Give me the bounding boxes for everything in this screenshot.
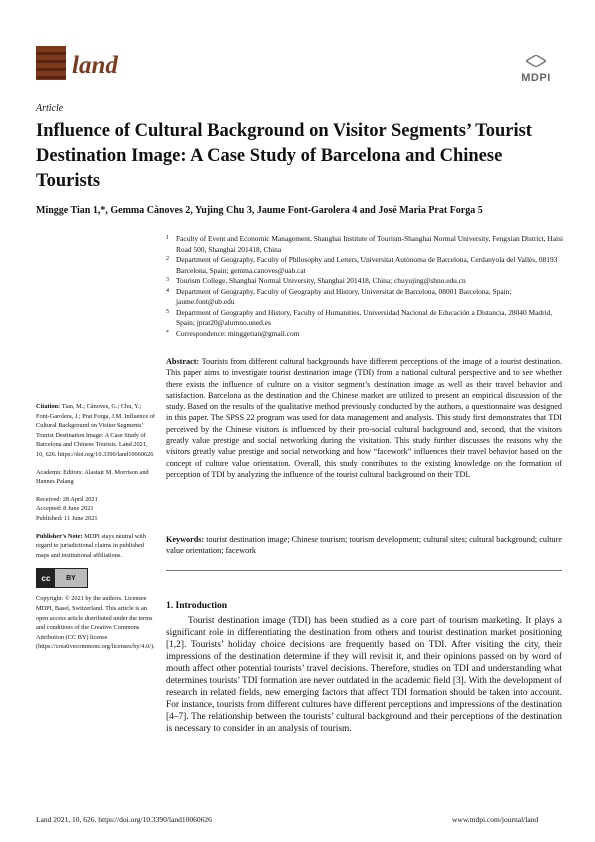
affiliation-number: *	[166, 329, 169, 336]
correspondence-text: Correspondence: minggetian@gmail.com	[176, 328, 300, 338]
affiliation-text: Faculty of Event and Economic Management, Shanghai Institute of Tourism-Shanghai Normal University, Fengxian District, Haisi Road 500, Shanghai 201418, China	[176, 234, 564, 254]
cc-by-license-icon[interactable]	[36, 568, 88, 588]
keywords-label: Keywords:	[166, 535, 205, 544]
dates	[36, 495, 156, 524]
copyright: Copyright: © 2021 by the authors. Licensee MDPI, Basel, Switzerland. This article is an open access article distributed under the terms and conditions of the Creative Commons Attribution (CC BY) license (https://creativecommons.org/licenses/by/4.0/).	[36, 595, 155, 651]
article-type: Article	[36, 103, 64, 114]
publisher-note-text: MDPI stays neutral with regard to jurisdictional claims in published maps and institutional affiliations.	[36, 532, 146, 559]
abstract-text: Tourists from different cultural backgrounds have different perceptions of the image of a tourist destination. This paper aims to investigate tourist destination image (TDI) from a national cultural perspective and to see whether there exists the influence of culture on a visitor segment’s destination image as well as their travel behavior and satisfaction. Barcelona as the destination and the Chinese market are utilized to present an empirical discussion of the study. Based on the results of the qualitative method previously conducted by the authors, a questionnaire was designed in this paper. The SPSS 22 program was used for data management and analysis. This study first demonstrates that TDI perceived by the Chinese visitors is influenced by their pro-social cultural background and, second, that the visitors greatly value prestige and social networking during the visitation. This study further discusses the reasons why the visitors greatly value prestige and social networking and how “facework” influences their travel behavior based on the concept of culture value orientation. Overall, this study contributes to the existing knowledge on the formation of perception of TDI by analyzing the influence of the tourist cultural background on their TDI.	[166, 357, 562, 479]
abstract-label: Abstract:	[166, 357, 200, 366]
sidebar	[36, 402, 156, 660]
affiliation-list	[166, 234, 566, 339]
published-date: Published: 11 June 2021	[36, 514, 98, 522]
journal-logo-icon	[36, 46, 66, 80]
affiliation-text: Tourism College, Shanghai Normal University, Shanghai 201418, China; chuyujing@shnu.edu.cn	[176, 276, 466, 285]
publisher-name: MDPI	[521, 72, 551, 84]
abstract	[166, 356, 562, 480]
affiliation-number: 3	[166, 277, 169, 283]
publisher-note-label: Publisher’s Note:	[36, 532, 83, 540]
accepted-date: Accepted: 8 June 2021	[36, 505, 94, 513]
affiliation-number: 1	[166, 235, 169, 241]
section-heading: 1. Introduction	[166, 601, 228, 611]
affiliation-number: 2	[166, 256, 169, 262]
by-icon: BY	[55, 569, 87, 587]
affiliation-text: Department of Geography and History, Faculty of Humanities, Universidad Nacional de Educación a Distancia, 28040 Madrid, Spain; jprat20@alumno.uned.es	[176, 307, 553, 327]
section-divider	[166, 570, 562, 571]
affiliation-item	[166, 234, 566, 255]
footer-citation[interactable]: Land 2021, 10, 626. https://doi.org/10.3390/land10060626	[36, 815, 212, 824]
correspondence	[166, 329, 566, 340]
citation	[36, 402, 156, 460]
citation-text: Tian, M.; Cànoves, G.; Chu, Y.; Font-Garolera, J.; Prat Forga, J.M. Influence of Cultural Background on Visitor Segments’ Tourist Destination Image: A Case Study of Barcelona and Chinese Tourists. Land 2021, 10, 626. https://doi.org/10.3390/land10060626	[36, 403, 155, 458]
affiliation-item	[166, 276, 566, 287]
footer-journal-url[interactable]: www.mdpi.com/journal/land	[452, 815, 539, 824]
received-date: Received: 28 April 2021	[36, 495, 98, 503]
keywords-text: tourist destination image; Chinese tourism; tourism development; cultural sites; cultural background; culture value orientation; facework	[166, 535, 562, 556]
affiliation-text: Department of Geography, Faculty of Geography and History, Universitat de Barcelona, 08001 Barcelona, Spain; jaume.font@ub.edu	[176, 286, 512, 306]
affiliation-item	[166, 308, 566, 329]
affiliation-item	[166, 255, 566, 276]
citation-label: Citation:	[36, 403, 61, 410]
academic-editors: Academic Editors: Alastair M. Morrison and Hannes Palang	[36, 468, 149, 486]
cc-icon: cc	[37, 569, 55, 587]
paper-title: Influence of Cultural Background on Visitor Segments’ Tourist Destination Image: A Case Study of Barcelona and Chinese Tourists	[36, 121, 532, 191]
keywords	[166, 534, 562, 557]
affiliation-number: 4	[166, 287, 169, 294]
publisher-note	[36, 532, 156, 561]
affiliation-number: 5	[166, 308, 169, 315]
affiliation-item	[166, 287, 566, 308]
affiliation-text: Department of Geography, Faculty of Philosophy and Letters, Universitat Autònoma de Barcelona, Cerdanyola del Vallès, 08193 Barcelona, Spain; gemma.canoves@uab.cat	[176, 255, 558, 275]
introduction-text: Tourist destination image (TDI) has been studied as a core part of tourism marketing. It plays a significant role in differentiating the destination from others and tourist destination market positioning [1,2]. Tourists’ holiday choice decisions are frequently based on TDI. After visiting the city, their impressions of the destination determine if they will revisit it, and their opinions passed on by word of mouth affect other potential tourists’ travel decisions. Therefore, studies on TDI and understanding what determines tourists’ TDI formation are never outdated in the academic field [3]. With the development of research in related fields, new emerging factors that affect TDI formation should be taken into account. For instance, tourists from different cultures have different perceptions and impressions of the destination [4–7]. The relationship between the tourists’ cultural background and their perceptions of the destination is necessary to consider in an analysis of tourism.	[166, 616, 562, 734]
mdpi-diamond-icon	[526, 55, 546, 67]
journal-name: land	[72, 52, 118, 79]
author-list: Mingge Tian 1,*, Gemma Cànoves 2, Yujing Chu 3, Jaume Font-Garolera 4 and José Maria Prat Forga 5	[36, 205, 483, 216]
mdpi-logo	[515, 54, 557, 84]
